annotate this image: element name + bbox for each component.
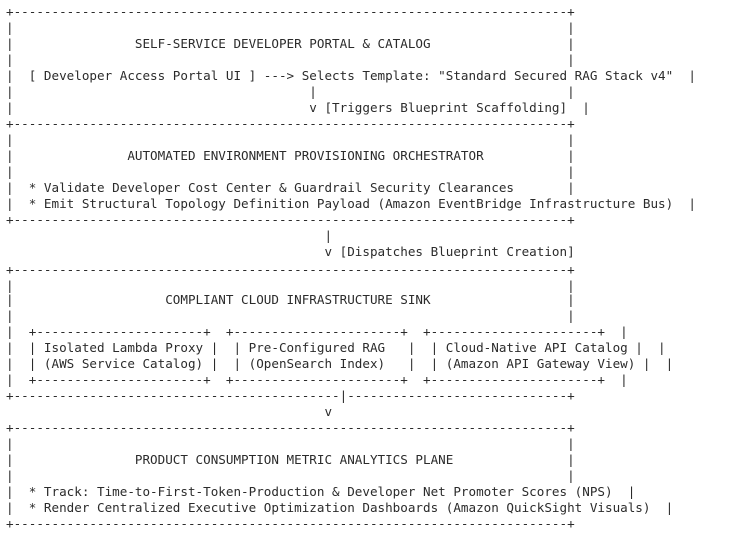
portal-connector-line: | | | (6, 84, 575, 99)
portal-trigger-line: | v [Triggers Blueprint Scaffolding] | (6, 100, 590, 115)
orchestrator-box-title: | AUTOMATED ENVIRONMENT PROVISIONING ORCHESTRATOR | (6, 148, 575, 163)
portal-box-bottom-border: +-------------------------------------------------------------------------+ (6, 116, 575, 131)
analytics-box-top-border: +-------------------------------------------------------------------------+ (6, 420, 575, 435)
analytics-box-title: | PRODUCT CONSUMPTION METRIC ANALYTICS PLANE | (6, 452, 575, 467)
portal-flow-line: | [ Developer Access Portal UI ] ---> Selects Template: "Standard Secured RAG Stack v4" | (6, 68, 696, 83)
dispatch-connector-line: | (6, 228, 333, 243)
portal-box-spacer: | | (6, 20, 575, 35)
sink-inner-boxes-services: | | (AWS Service Catalog) | | (OpenSearch Index) | | (Amazon API Gateway View) | | (6, 356, 674, 371)
sink-box-top-border: +-------------------------------------------------------------------------+ (6, 262, 575, 277)
analytics-box-bottom-border: +-------------------------------------------------------------------------+ (6, 516, 575, 531)
sink-box-bottom-border: +-------------------------------------------|-----------------------------+ (6, 388, 575, 403)
portal-box-spacer: | | (6, 52, 575, 67)
analytics-box-spacer: | | (6, 436, 575, 451)
portal-box-title: | SELF-SERVICE DEVELOPER PORTAL & CATALOG | (6, 36, 575, 51)
sink-box-title: | COMPLIANT CLOUD INFRASTRUCTURE SINK | (6, 292, 575, 307)
dispatch-arrow-line: v [Dispatches Blueprint Creation] (6, 244, 575, 259)
analytics-arrow-line: v (6, 404, 333, 419)
sink-box-spacer: | | (6, 278, 575, 293)
sink-inner-boxes-bottom: | +----------------------+ +----------------------+ +----------------------+ | (6, 372, 628, 387)
sink-inner-boxes-top: | +----------------------+ +----------------------+ +----------------------+ | (6, 324, 628, 339)
orchestrator-box-spacer: | | (6, 132, 575, 147)
sink-inner-boxes-names: | | Isolated Lambda Proxy | | Pre-Configured RAG | | Cloud-Native API Catalog | | (6, 340, 666, 355)
analytics-box-spacer: | | (6, 468, 575, 483)
orchestrator-bullet-validate: | * Validate Developer Cost Center & Guardrail Security Clearances | (6, 180, 575, 195)
analytics-bullet-render: | * Render Centralized Executive Optimization Dashboards (Amazon QuickSight Visuals) | (6, 500, 674, 515)
portal-box-top-border: +-------------------------------------------------------------------------+ (6, 4, 575, 19)
sink-box-spacer: | | (6, 308, 575, 323)
orchestrator-bullet-emit: | * Emit Structural Topology Definition Payload (Amazon EventBridge Infrastructure Bus) | (6, 196, 696, 211)
analytics-bullet-track: | * Track: Time-to-First-Token-Production & Developer Net Promoter Scores (NPS) | (6, 484, 636, 499)
orchestrator-box-bottom-border: +-------------------------------------------------------------------------+ (6, 212, 575, 227)
orchestrator-box-spacer: | | (6, 164, 575, 179)
